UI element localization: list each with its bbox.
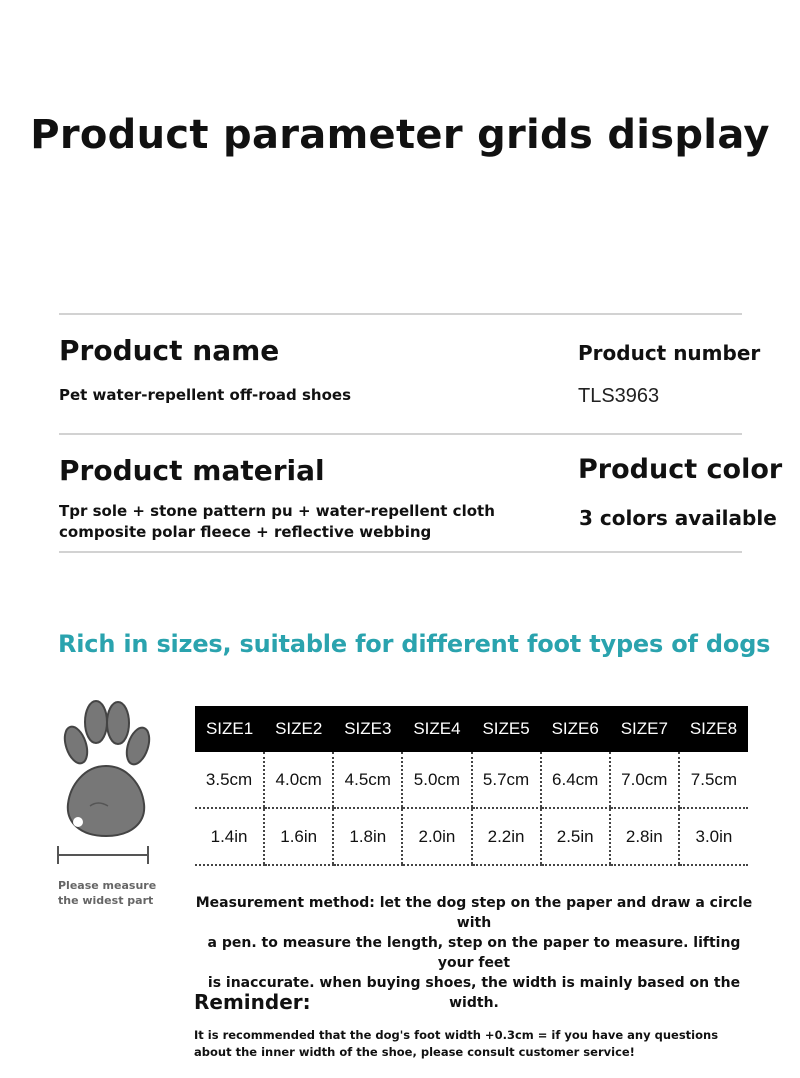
measurement-line-2: a pen. to measure the length, step on the paper to measure. lifting your feet — [207, 935, 741, 971]
reminder-line-1: It is recommended that the dog's foot width +0.3cm = if you have any questions — [194, 1028, 719, 1042]
size-cm-cell: 6.4cm — [541, 752, 610, 808]
size-header: SIZE1 — [195, 706, 264, 752]
size-inch-cell: 2.8in — [610, 808, 679, 865]
size-header: SIZE6 — [541, 706, 610, 752]
size-cm-cell: 4.5cm — [333, 752, 402, 808]
size-header: SIZE7 — [610, 706, 679, 752]
size-table — [195, 706, 748, 866]
size-inch-cell: 2.5in — [541, 808, 610, 865]
size-header-row — [195, 706, 748, 752]
product-material-line-1: Tpr sole + stone pattern pu + water-repellent cloth — [59, 502, 495, 520]
divider — [59, 313, 742, 315]
reminder-heading: Reminder: — [194, 990, 311, 1014]
product-name-label: Product name — [59, 334, 280, 367]
measure-note — [58, 878, 156, 908]
size-header: SIZE3 — [333, 706, 402, 752]
size-cm-cell: 7.0cm — [610, 752, 679, 808]
product-material-line-2: composite polar fleece + reflective webbing — [59, 523, 432, 541]
divider — [59, 551, 742, 553]
size-inch-cell: 2.0in — [402, 808, 471, 865]
size-cm-cell: 5.7cm — [472, 752, 541, 808]
size-header: SIZE2 — [264, 706, 333, 752]
product-color-value: 3 colors available — [579, 506, 777, 530]
product-number-label: Product number — [578, 341, 761, 365]
paw-print-icon — [56, 700, 156, 870]
size-inch-cell: 1.6in — [264, 808, 333, 865]
size-cm-cell: 5.0cm — [402, 752, 471, 808]
size-cm-cell: 7.5cm — [679, 752, 748, 808]
sizes-tagline: Rich in sizes, suitable for different foot types of dogs — [58, 630, 771, 658]
size-inch-cell: 1.4in — [195, 808, 264, 865]
divider — [59, 433, 742, 435]
product-number-value: TLS3963 — [578, 385, 660, 407]
measure-note-line-2: the widest part — [58, 894, 154, 907]
size-inch-cell: 1.8in — [333, 808, 402, 865]
measurement-line-3: is inaccurate. when buying shoes, the width is mainly based on the width. — [207, 975, 741, 1011]
size-header: SIZE4 — [402, 706, 471, 752]
reminder-text — [194, 1027, 718, 1061]
product-color-label: Product color — [578, 454, 783, 485]
size-header: SIZE8 — [679, 706, 748, 752]
table-row-cm — [195, 752, 748, 808]
product-material-label: Product material — [59, 454, 325, 487]
product-name-value: Pet water-repellent off-road shoes — [59, 386, 351, 404]
table-row-inch — [195, 808, 748, 865]
size-inch-cell: 2.2in — [472, 808, 541, 865]
measurement-line-1: Measurement method: let the dog step on the paper and draw a circle with — [195, 895, 753, 931]
page-title: Product parameter grids display — [30, 112, 770, 158]
size-cm-cell: 4.0cm — [264, 752, 333, 808]
size-cm-cell: 3.5cm — [195, 752, 264, 808]
reminder-line-2: about the inner width of the shoe, please consult customer service! — [194, 1045, 635, 1059]
measure-note-line-1: Please measure — [58, 879, 157, 892]
size-inch-cell: 3.0in — [679, 808, 748, 865]
size-header: SIZE5 — [472, 706, 541, 752]
